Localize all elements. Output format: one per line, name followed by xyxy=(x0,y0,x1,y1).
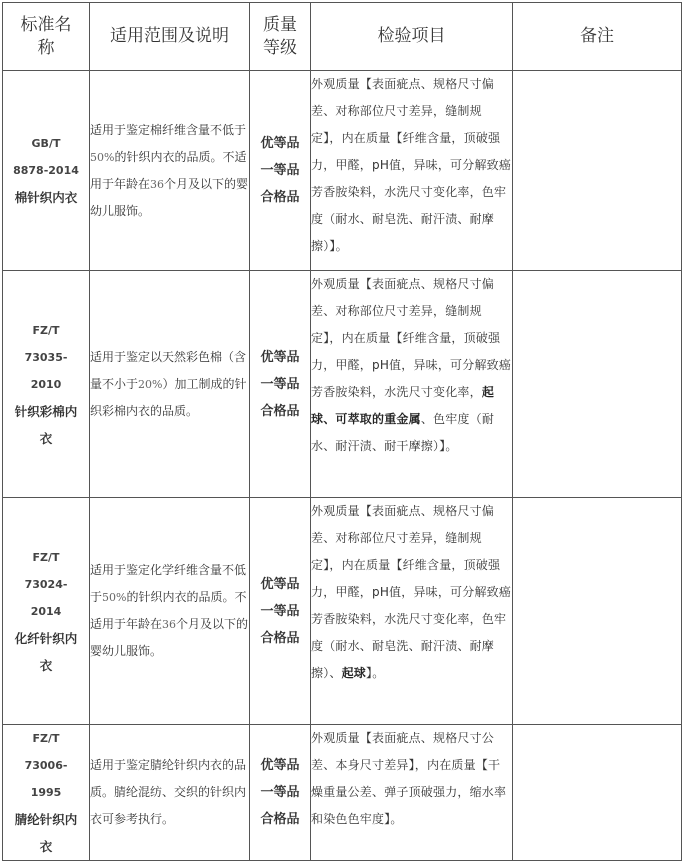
header-scope: 适用范围及说明 xyxy=(90,3,250,71)
items-cell: 外观质量【表面疵点、规格尺寸偏差、对称部位尺寸差异，缝制规定】，内在质量【纤维含量，顶破强力，甲醛，pH值，异味，可分解致癌芳香胺染料，水洗尺寸变化率，色牢度（耐水、耐皂洗、耐汗渍、耐摩擦）、起球】。 xyxy=(311,498,513,725)
scope-cell: 适用于鉴定以天然彩色棉（含量不小于20%）加工制成的针织彩棉内衣的品质。 xyxy=(90,271,250,498)
standard-code: GB/T 8878-2014 xyxy=(13,137,79,177)
standard-code: FZ/T 73024-2014 xyxy=(24,550,68,618)
table-row xyxy=(3,725,682,861)
standard-cell xyxy=(3,498,90,725)
header-notes: 备注 xyxy=(513,3,682,71)
grade-cell: 优等品 一等品 合格品 xyxy=(250,725,311,861)
items-cell: 外观质量【表面疵点、规格尺寸公差、本身尺寸差异】，内在质量【干燥重量公差、弹子顶破强力，缩水率和染色色牢度】。 xyxy=(311,725,513,861)
table-row xyxy=(3,498,682,725)
standard-name: 腈纶针织内衣 xyxy=(14,812,78,854)
standard-cell xyxy=(3,271,90,498)
header-items: 检验项目 xyxy=(311,3,513,71)
note-cell xyxy=(513,71,682,271)
scope-cell: 适用于鉴定腈纶针织内衣的品质。腈纶混纺、交织的针织内衣可参考执行。 xyxy=(90,725,250,861)
note-cell xyxy=(513,498,682,725)
standard-cell xyxy=(3,71,90,271)
items-cell: 外观质量【表面疵点、规格尺寸偏差、对称部位尺寸差异，缝制规定】，内在质量【纤维含量，顶破强力，甲醛，pH值，异味，可分解致癌芳香胺染料，水洗尺寸变化率，起球、可萃取的重金属、色牢度（耐水、耐汗渍、耐干摩擦）】。 xyxy=(311,271,513,498)
grade-cell: 优等品 一等品 合格品 xyxy=(250,271,311,498)
scope-cell: 适用于鉴定化学纤维含量不低于50%的针织内衣的品质。不适用于年龄在36个月及以下的婴幼儿服饰。 xyxy=(90,498,250,725)
note-cell xyxy=(513,271,682,498)
table-row xyxy=(3,271,682,498)
table-row xyxy=(3,71,682,271)
standard-name: 化纤针织内衣 xyxy=(14,630,78,673)
scope-cell: 适用于鉴定棉纤维含量不低于50%的针织内衣的品质。不适用于年龄在36个月及以下的婴幼儿服饰。 xyxy=(90,71,250,271)
standard-code: FZ/T 73006-1995 xyxy=(24,732,68,799)
standard-name: 针织彩棉内衣 xyxy=(14,403,78,446)
standard-name: 棉针织内衣 xyxy=(14,190,78,205)
grade-cell: 优等品 一等品 合格品 xyxy=(250,71,311,271)
standards-table xyxy=(2,2,682,861)
grade-cell: 优等品 一等品 合格品 xyxy=(250,498,311,725)
note-cell xyxy=(513,725,682,861)
header-standard-name: 标准名称 xyxy=(3,3,90,71)
standard-cell xyxy=(3,725,90,861)
standard-code: FZ/T 73035-2010 xyxy=(24,323,68,391)
header-row xyxy=(3,3,682,71)
header-grade: 质量等级 xyxy=(250,3,311,71)
items-cell: 外观质量【表面疵点、规格尺寸偏差、对称部位尺寸差异，缝制规定】，内在质量【纤维含量，顶破强力，甲醛，pH值，异味，可分解致癌芳香胺染料，水洗尺寸变化率，色牢度（耐水、耐皂洗、耐汗渍、耐摩擦）】。 xyxy=(311,71,513,271)
